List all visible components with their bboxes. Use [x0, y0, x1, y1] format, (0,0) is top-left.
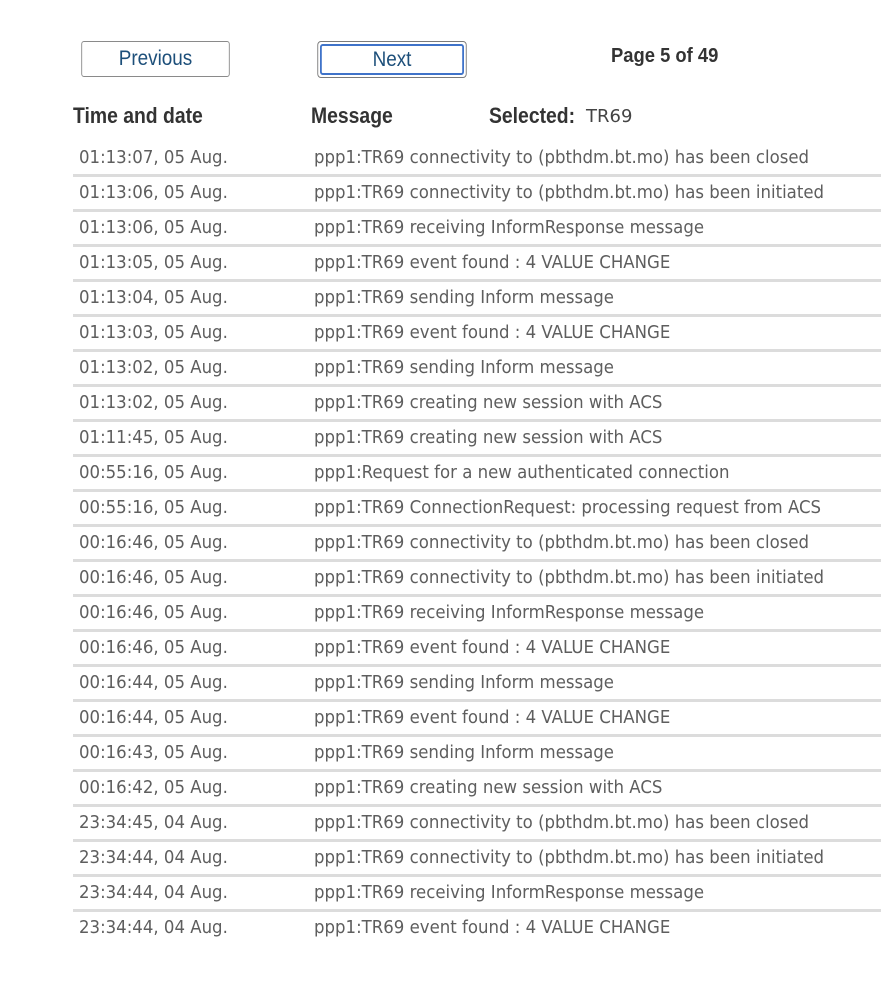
log-row	[73, 422, 881, 457]
log-message-cell: ppp1:TR69 ConnectionRequest: processing request from ACS	[314, 497, 822, 518]
log-table	[73, 142, 881, 939]
column-header-time: Time and date	[73, 103, 203, 128]
previous-page-label: Previous	[118, 47, 193, 70]
log-message-cell: ppp1:TR69 connectivity to (pbthdm.bt.mo) has been initiated	[314, 847, 825, 868]
log-time-cell: 00:16:42, 05 Aug.	[79, 777, 228, 798]
log-message-cell: ppp1:TR69 sending Inform message	[314, 742, 614, 763]
log-message-cell: ppp1:TR69 connectivity to (pbthdm.bt.mo) has been closed	[314, 532, 810, 553]
log-message-cell: ppp1:TR69 event found : 4 VALUE CHANGE	[314, 917, 671, 938]
log-row	[73, 457, 881, 492]
log-message-cell: ppp1:TR69 receiving InformResponse message	[314, 217, 705, 238]
log-time-cell: 00:55:16, 05 Aug.	[79, 497, 228, 518]
log-row	[73, 667, 881, 702]
log-row	[73, 702, 881, 737]
log-row	[73, 142, 881, 177]
log-row	[73, 177, 881, 212]
log-message-cell: ppp1:TR69 connectivity to (pbthdm.bt.mo) has been initiated	[314, 567, 825, 588]
log-message-cell: ppp1:TR69 creating new session with ACS	[314, 427, 663, 448]
page-indicator: Page 5 of 49	[611, 45, 719, 67]
log-time-cell: 01:11:45, 05 Aug.	[79, 427, 228, 448]
log-time-cell: 00:16:43, 05 Aug.	[79, 742, 228, 763]
log-time-cell: 01:13:04, 05 Aug.	[79, 287, 228, 308]
log-time-cell: 00:16:46, 05 Aug.	[79, 602, 228, 623]
log-time-cell: 00:16:46, 05 Aug.	[79, 567, 228, 588]
log-time-cell: 00:16:44, 05 Aug.	[79, 672, 228, 693]
log-time-cell: 00:16:46, 05 Aug.	[79, 532, 228, 553]
column-header-message: Message	[311, 103, 393, 128]
log-row	[73, 352, 881, 387]
log-message-cell: ppp1:TR69 event found : 4 VALUE CHANGE	[314, 637, 671, 658]
log-message-cell: ppp1:TR69 receiving InformResponse message	[314, 882, 705, 903]
log-message-cell: ppp1:TR69 connectivity to (pbthdm.bt.mo) has been closed	[314, 147, 810, 168]
log-message-cell: ppp1:TR69 receiving InformResponse message	[314, 602, 705, 623]
log-row	[73, 772, 881, 807]
log-row	[73, 597, 881, 632]
log-time-cell: 01:13:06, 05 Aug.	[79, 182, 228, 203]
log-message-cell: ppp1:TR69 connectivity to (pbthdm.bt.mo) has been closed	[314, 812, 810, 833]
log-row	[73, 527, 881, 562]
log-time-cell: 01:13:07, 05 Aug.	[79, 147, 228, 168]
log-time-cell: 01:13:02, 05 Aug.	[79, 357, 228, 378]
log-time-cell: 23:34:44, 04 Aug.	[79, 882, 228, 903]
log-time-cell: 23:34:45, 04 Aug.	[79, 812, 228, 833]
log-row	[73, 212, 881, 247]
log-message-cell: ppp1:TR69 sending Inform message	[314, 357, 614, 378]
log-row	[73, 562, 881, 597]
log-message-cell: ppp1:TR69 event found : 4 VALUE CHANGE	[314, 252, 671, 273]
log-message-cell: ppp1:TR69 creating new session with ACS	[314, 392, 663, 413]
log-row	[73, 317, 881, 352]
log-row	[73, 842, 881, 877]
next-page-label: Next	[372, 47, 412, 71]
log-message-cell: ppp1:TR69 connectivity to (pbthdm.bt.mo) has been initiated	[314, 182, 825, 203]
filter-select-value: TR69	[586, 105, 633, 127]
previous-page-button[interactable]	[81, 41, 230, 77]
log-time-cell: 00:16:44, 05 Aug.	[79, 707, 228, 728]
log-time-cell: 00:16:46, 05 Aug.	[79, 637, 228, 658]
log-message-cell: ppp1:TR69 sending Inform message	[314, 672, 614, 693]
filter-select[interactable]	[579, 102, 647, 130]
log-time-cell: 01:13:06, 05 Aug.	[79, 217, 228, 238]
log-time-cell: 00:55:16, 05 Aug.	[79, 462, 228, 483]
log-row	[73, 247, 881, 282]
log-time-cell: 23:34:44, 04 Aug.	[79, 917, 228, 938]
log-message-cell: ppp1:TR69 event found : 4 VALUE CHANGE	[314, 707, 671, 728]
next-page-button[interactable]	[317, 41, 466, 78]
log-row	[73, 807, 881, 842]
log-time-cell: 23:34:44, 04 Aug.	[79, 847, 228, 868]
log-time-cell: 01:13:02, 05 Aug.	[79, 392, 228, 413]
filter-label: Selected:	[489, 103, 576, 128]
log-row	[73, 387, 881, 422]
log-time-cell: 01:13:03, 05 Aug.	[79, 322, 228, 343]
log-time-cell: 01:13:05, 05 Aug.	[79, 252, 228, 273]
log-row	[73, 877, 881, 912]
log-message-cell: ppp1:TR69 creating new session with ACS	[314, 777, 663, 798]
log-row	[73, 492, 881, 527]
log-message-cell: ppp1:TR69 event found : 4 VALUE CHANGE	[314, 322, 671, 343]
log-row	[73, 912, 881, 939]
log-message-cell: ppp1:Request for a new authenticated connection	[314, 462, 730, 483]
log-row	[73, 282, 881, 317]
log-row	[73, 737, 881, 772]
log-message-cell: ppp1:TR69 sending Inform message	[314, 287, 614, 308]
log-row	[73, 632, 881, 667]
